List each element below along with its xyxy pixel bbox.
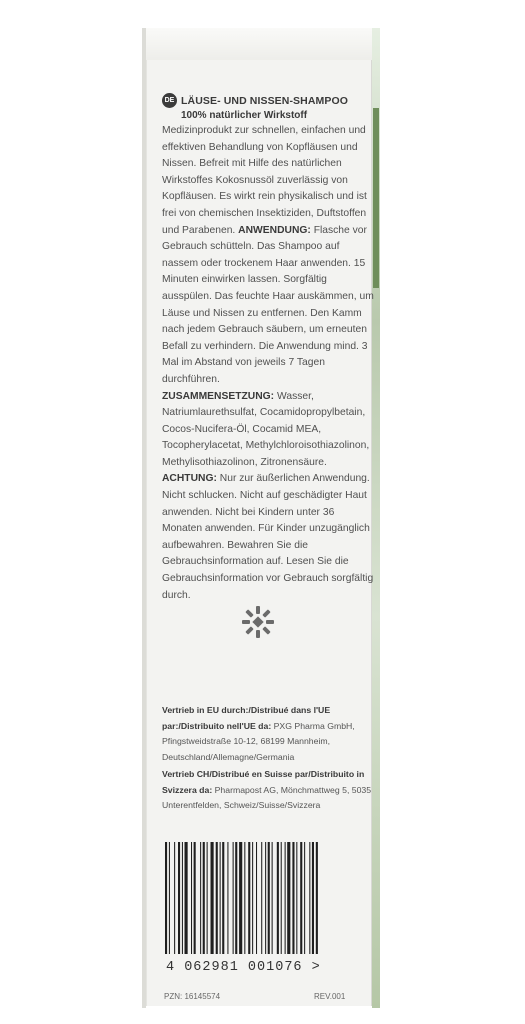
barcode-bar	[292, 842, 294, 954]
label-content	[162, 93, 376, 604]
barcode-bar	[239, 842, 242, 954]
barcode-bar	[203, 842, 205, 954]
barcode-bar	[227, 842, 228, 954]
barcode-bar	[174, 842, 175, 954]
ch-distribution-text: Pharmapost AG, Mönchmattweg 5, 5035 Unterentfelden, Schweiz/Suisse/Svizzera	[162, 784, 372, 810]
language-badge: DE	[162, 93, 177, 108]
ch-distribution-label: Vertrieb CH/Distribué en Suisse par/Distribuito in Svizzera da:	[162, 769, 365, 795]
barcode-bar	[300, 842, 302, 954]
barcode-bar	[316, 842, 318, 954]
barcode-bar	[207, 842, 208, 954]
barcode-bar	[233, 842, 234, 954]
barcode-bar	[216, 842, 218, 954]
usage-label: ANWENDUNG:	[238, 224, 311, 236]
barcode	[165, 842, 365, 954]
warning-label: ACHTUNG:	[162, 473, 217, 485]
barcode-bar	[191, 842, 192, 954]
barcode-bar	[296, 842, 297, 954]
description-block	[162, 123, 374, 604]
eu-distribution-text: PXG Pharma GmbH, Pfingstweidstraße 10-12, 68199 Mannheim, Deutschland/Allemagne/Germania	[162, 720, 355, 762]
eu-distribution	[162, 703, 376, 765]
barcode-bar	[261, 842, 262, 954]
barcode-bar	[165, 842, 167, 954]
barcode-bar	[309, 842, 310, 954]
composition-label: ZUSAMMENSETZUNG:	[162, 390, 275, 402]
ch-distribution	[162, 767, 376, 814]
barcode-bar	[169, 842, 170, 954]
barcode-bar	[178, 842, 180, 954]
eu-distribution-label: Vertrieb in EU durch:/Distribué dans l'UE par:/Distribuito nell'UE da:	[162, 705, 331, 731]
barcode-bar	[277, 842, 279, 954]
product-subtitle: 100% natürlicher Wirkstoff	[181, 110, 308, 121]
barcode-bar	[200, 842, 201, 954]
barcode-bar	[304, 842, 305, 954]
revision-code: REV.001	[314, 992, 346, 1001]
barcode-bar	[285, 842, 286, 954]
barcode-bar	[252, 842, 253, 954]
barcode-bar	[211, 842, 214, 954]
barcode-bar	[256, 842, 257, 954]
barcode-bar	[194, 842, 196, 954]
pzn-code: PZN: 16145574	[164, 992, 221, 1001]
intro-text: Medizinprodukt zur schnellen, einfachen und effektiven Behandlung von Kopfläusen und Nissen. Befreit mit Hilfe des natürlichen Wirkstoffes Kokosnussöl zuverlässig von Kopfläusen. Es wirkt rein physikalisch und ist frei von chemischen Insektiziden, Duftstoffen und Parabenen.	[162, 125, 367, 236]
barcode-bar	[244, 842, 245, 954]
barcode-bar	[248, 842, 250, 954]
barcode-bar	[265, 842, 266, 954]
barcode-bar	[268, 842, 270, 954]
barcode-bar	[220, 842, 221, 954]
barcode-bar	[312, 842, 314, 954]
warning-text: Nur zur äußerlichen Anwendung. Nicht schlucken. Nicht auf geschädigter Haut anwenden. Nicht bei Kindern unter 36 Monaten anwenden. Für Kinder unzugänglich aufbewahren. Bewahren Sie die Gebrauchsinformation auf. Lesen Sie die Gebrauchsinformation vor Gebrauch sorgfältig durch.	[162, 473, 374, 601]
barcode-bar	[287, 842, 290, 954]
barcode-bar	[182, 842, 183, 954]
composition-text: Wasser, Natriumlaurethsulfat, Cocamidopropylbetain, Cocos-Nucifera-Öl, Cocamid MEA, Tocopherylacetat, Methylchloroisothiazolinon, Methylisothiazolinon, Zitronensäure.	[162, 390, 370, 468]
barcode-bar	[185, 842, 188, 954]
barcode-bar	[272, 842, 273, 954]
product-title: LÄUSE- UND NISSEN-SHAMPOO	[181, 94, 349, 107]
usage-text: Flasche vor Gebrauch schütteln. Das Shampoo auf nassem oder trockenem Haar anwenden. 15 Minuten einwirken lassen. Sorgfältig ausspülen. Das feuchte Haar auskämmen, um Läuse und Nissen zu entfernen. Den Kamm nach jedem Gebrauch säubern, um erneuten Befall zu verhindern. Die Anwendung mind. 3 Mal im Abstand von jeweils 7 Tagen durchführen.	[162, 224, 374, 385]
barcode-bar	[281, 842, 282, 954]
barcode-bar	[235, 842, 237, 954]
barcode-bar	[222, 842, 224, 954]
barcode-number: 4 062981 001076 >	[166, 960, 321, 975]
label-header	[162, 93, 376, 108]
flower-ornament-icon	[241, 605, 275, 639]
